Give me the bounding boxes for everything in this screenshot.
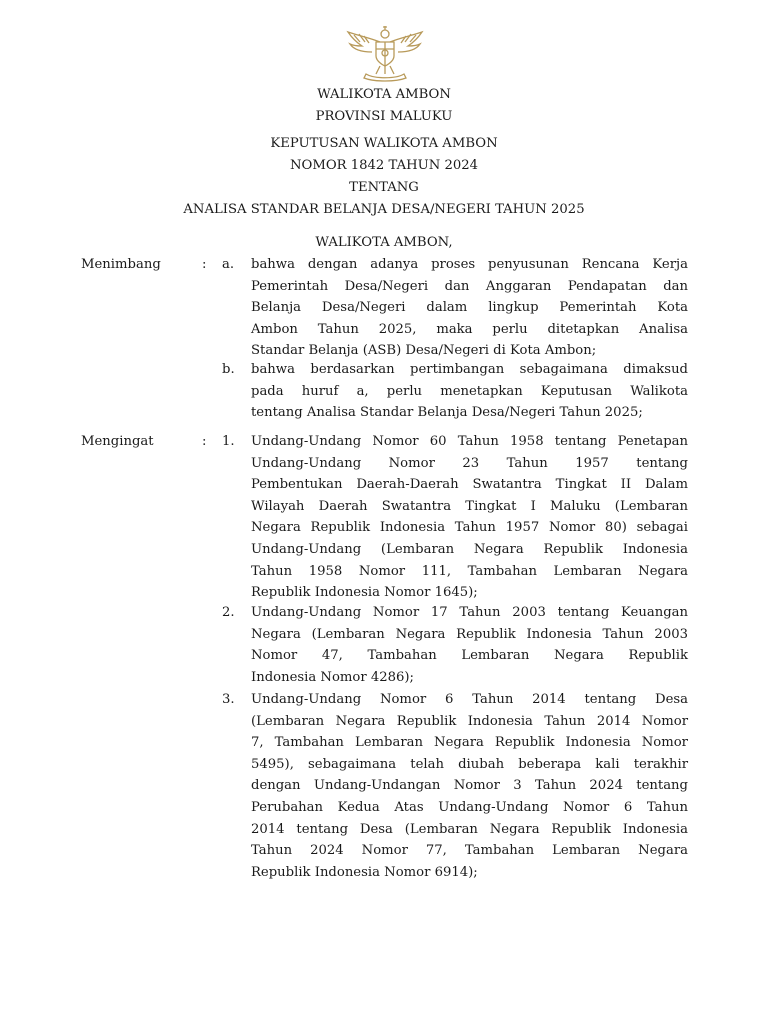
menimbang-colon: : bbox=[202, 257, 207, 272]
paragraph-line: Undang-Undang Nomor 6 Tahun 2014 tentang Desa bbox=[251, 692, 688, 707]
issuer-salutation: WALIKOTA AMBON, bbox=[315, 235, 453, 250]
paragraph-line: Negara (Lembaran Negara Republik Indonesia Tahun 2003 bbox=[251, 626, 688, 642]
province-heading: PROVINSI MALUKU bbox=[315, 109, 453, 124]
paragraph-line: Pembentukan Daerah-Daerah Swatantra Tingkat II Dalam bbox=[251, 477, 688, 493]
paragraph-line: Negara Republik Indonesia Tahun 1957 Nomor 80) sebagai bbox=[251, 520, 688, 536]
paragraph-line: Wilayah Daerah Swatantra Tingkat I Maluku (Lembaran bbox=[251, 498, 688, 514]
paragraph-line: (Lembaran Negara Republik Indonesia Tahun 2014 Nomor bbox=[251, 713, 688, 729]
mengingat-label: Mengingat bbox=[81, 434, 154, 449]
decree-subject: ANALISA STANDAR BELANJA DESA/NEGERI TAHUN 2025 bbox=[183, 202, 585, 217]
paragraph-line: Ambon Tahun 2025, maka perlu ditetapkan Analisa bbox=[251, 321, 688, 337]
paragraph-line: Undang-Undang Nomor 60 Tahun 1958 tentang Penetapan bbox=[251, 434, 688, 449]
paragraph-line: bahwa dengan adanya proses penyusunan Rencana Kerja bbox=[251, 257, 688, 272]
paragraph-line: Republik Indonesia Nomor 1645); bbox=[251, 585, 478, 601]
considering-paragraph-a bbox=[251, 254, 688, 362]
paragraph-line: bahwa berdasarkan pertimbangan sebagaimana dimaksud bbox=[251, 362, 688, 377]
paragraph-line: Belanja Desa/Negeri dalam lingkup Pemerintah Kota bbox=[251, 300, 688, 316]
paragraph-line: Undang-Undang (Lembaran Negara Republik Indonesia bbox=[251, 541, 688, 557]
paragraph-line: Tahun 1958 Nomor 111, Tambahan Lembaran Negara bbox=[251, 563, 688, 579]
paragraph-line: 5495), sebagaimana telah diubah beberapa kali terakhir bbox=[251, 756, 688, 772]
paragraph-line: Perubahan Kedua Atas Undang-Undang Nomor 6 Tahun bbox=[251, 799, 688, 815]
paragraph-line: 2014 tentang Desa (Lembaran Negara Republik Indonesia bbox=[251, 821, 688, 837]
item-marker: 2. bbox=[222, 605, 235, 620]
paragraph-line: Nomor 47, Tambahan Lembaran Negara Republik bbox=[251, 648, 688, 664]
item-marker: 3. bbox=[222, 692, 235, 707]
paragraph-line: Standar Belanja (ASB) Desa/Negeri di Kota Ambon; bbox=[251, 343, 597, 359]
recalling-paragraph-2 bbox=[251, 602, 688, 688]
paragraph-line: Indonesia Nomor 4286); bbox=[251, 669, 414, 685]
issuer-heading: WALIKOTA AMBON bbox=[317, 87, 451, 102]
paragraph-line: 7, Tambahan Lembaran Negara Republik Indonesia Nomor bbox=[251, 735, 688, 751]
garuda-emblem-icon bbox=[340, 24, 430, 82]
paragraph-line: tentang Analisa Standar Belanja Desa/Negeri Tahun 2025; bbox=[251, 405, 643, 421]
paragraph-line: Undang-Undang Nomor 23 Tahun 1957 tentang bbox=[251, 455, 688, 471]
item-marker: a. bbox=[222, 257, 235, 272]
paragraph-line: Republik Indonesia Nomor 6914); bbox=[251, 864, 478, 880]
paragraph-line: Tahun 2024 Nomor 77, Tambahan Lembaran Negara bbox=[251, 843, 688, 859]
item-marker: 1. bbox=[222, 434, 235, 449]
decree-title: KEPUTUSAN WALIKOTA AMBON bbox=[270, 136, 498, 151]
recalling-paragraph-1 bbox=[251, 431, 688, 604]
about-heading: TENTANG bbox=[349, 180, 419, 195]
mengingat-colon: : bbox=[202, 434, 207, 449]
menimbang-label: Menimbang bbox=[81, 257, 161, 272]
paragraph-line: pada huruf a, perlu menetapkan Keputusan Walikota bbox=[251, 383, 688, 399]
item-marker: b. bbox=[222, 362, 235, 377]
paragraph-line: Undang-Undang Nomor 17 Tahun 2003 tentang Keuangan bbox=[251, 605, 688, 620]
considering-paragraph-b bbox=[251, 359, 688, 424]
paragraph-line: Pemerintah Desa/Negeri dan Anggaran Pendapatan dan bbox=[251, 278, 688, 294]
paragraph-line: dengan Undang-Undangan Nomor 3 Tahun 2024 tentang bbox=[251, 778, 688, 794]
recalling-paragraph-3 bbox=[251, 689, 688, 883]
decree-number: NOMOR 1842 TAHUN 2024 bbox=[289, 158, 479, 173]
